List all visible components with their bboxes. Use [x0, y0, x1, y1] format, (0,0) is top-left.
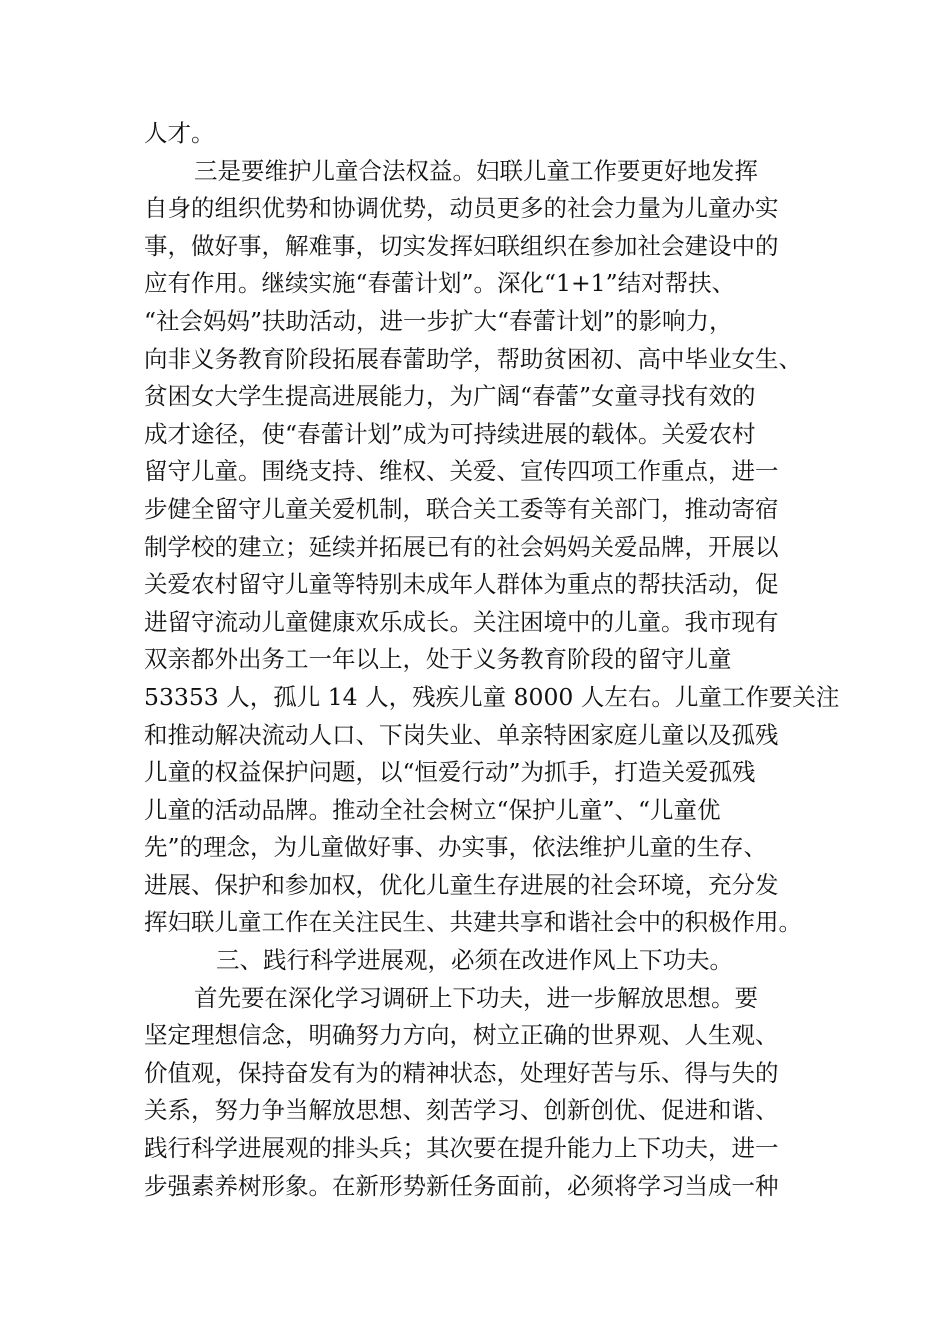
text-line: 留守儿童。围绕支持、维权、关爱、宣传四项工作重点，进一 — [144, 457, 779, 486]
paragraph-start-line: 三是要维护儿童合法权益。妇联儿童工作要更好地发挥 — [194, 156, 758, 185]
paragraph-start-line: 首先要在深化学习调研上下功夫，进一步解放思想。要 — [194, 983, 758, 1012]
text-line: 和推动解决流动人口、下岗失业、单亲特困家庭儿童以及孤残 — [144, 720, 779, 749]
text-line: 53353 人，孤儿 14 人，残疾儿童 8000 人左右。儿童工作要关注 — [144, 682, 840, 711]
body-text — [144, 115, 840, 1205]
text-line: 关系，努力争当解放思想、刻苦学习、创新创优、促进和谐、 — [144, 1096, 779, 1125]
text-line: 进留守流动儿童健康欢乐成长。关注困境中的儿童。我市现有 — [144, 607, 779, 636]
text-line: 儿童的权益保护问题，以“恒爱行动”为抓手，打造关爱孤残 — [144, 758, 756, 787]
text-line: 儿童的活动品牌。推动全社会树立“保护儿童”、“儿童优 — [144, 795, 721, 824]
text-line: 挥妇联儿童工作在关注民生、共建共享和谐社会中的积极作用。 — [144, 908, 802, 937]
text-line: 人才。 — [144, 119, 215, 147]
text-line: 向非义务教育阶段拓展春蕾助学，帮助贫困初、高中毕业女生、 — [144, 344, 802, 373]
text-line: 事，做好事，解难事，切实发挥妇联组织在参加社会建设中的 — [144, 231, 779, 260]
text-line: 自身的组织优势和协调优势，动员更多的社会力量为儿童办实 — [144, 194, 779, 223]
text-line: 步健全留守儿童关爱机制，联合关工委等有关部门，推动寄宿 — [144, 494, 779, 523]
section-heading: 三、践行科学进展观，必须在改进作风上下功夫。 — [216, 946, 733, 975]
text-line: 应有作用。继续实施“春蕾计划”。深化“1+1”结对帮扶、 — [144, 269, 736, 298]
text-line: 制学校的建立；延续并拓展已有的社会妈妈关爱品牌，开展以 — [144, 532, 779, 561]
text-line: 坚定理想信念，明确努力方向，树立正确的世界观、人生观、 — [144, 1021, 779, 1050]
text-line: 践行科学进展观的排头兵；其次要在提升能力上下功夫，进一 — [144, 1134, 779, 1163]
text-line: “社会妈妈”扶助活动，进一步扩大“春蕾计划”的影响力， — [144, 306, 733, 335]
text-line: 步强素养树形象。在新形势新任务面前，必须将学习当成一种 — [144, 1171, 779, 1200]
text-line: 先”的理念，为儿童做好事、办实事，依法维护儿童的生存、 — [144, 833, 768, 862]
text-line: 关爱农村留守儿童等特别未成年人群体为重点的帮扶活动，促 — [144, 570, 779, 599]
text-line: 双亲都外出务工一年以上，处于义务教育阶段的留守儿童 — [144, 645, 732, 674]
text-line: 成才途径，使“春蕾计划”成为可持续进展的载体。关爱农村 — [144, 419, 756, 448]
text-line: 价值观，保持奋发有为的精神状态，处理好苦与乐、得与失的 — [144, 1058, 779, 1087]
text-line: 进展、保护和参加权，优化儿童生存进展的社会环境，充分发 — [144, 870, 779, 899]
text-line: 贫困女大学生提高进展能力，为广阔“春蕾”女童寻找有效的 — [144, 382, 756, 411]
